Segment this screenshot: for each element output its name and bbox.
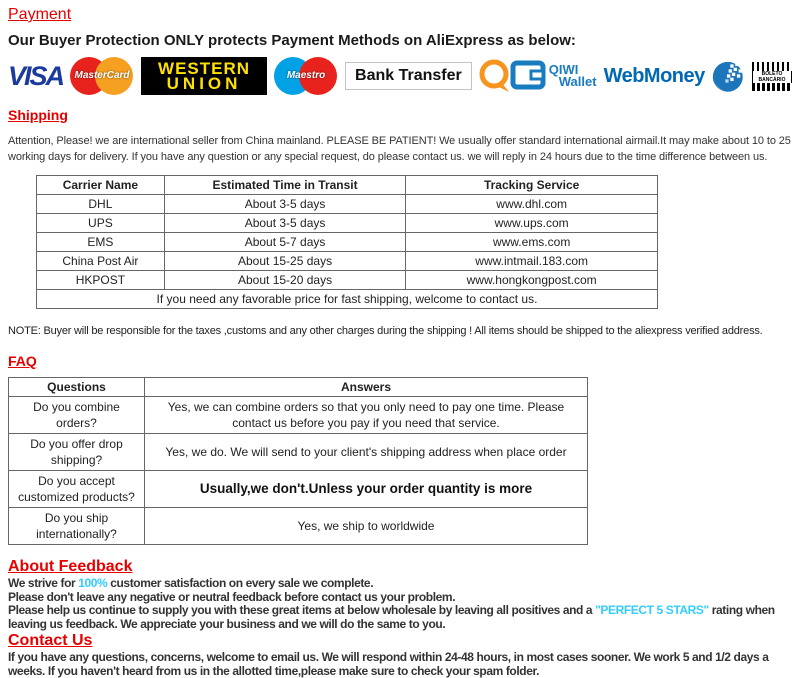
fast-shipping-note: If you need any favorable price for fast shipping, welcome to contact us.: [37, 290, 658, 309]
visa-icon: VISA: [8, 60, 64, 91]
contact-section: [8, 631, 792, 678]
tracking-url: www.ems.com: [406, 233, 658, 252]
customs-note: NOTE: Buyer will be responsible for the taxes ,customs and any other charges during the shipping ! All items should be shipped to the aliexpress verified address.: [8, 325, 763, 337]
mastercard-icon: MasterCard: [70, 56, 134, 96]
table-row: EMS About 5-7 days www.ems.com: [37, 233, 658, 252]
table-footer-row: [37, 290, 658, 309]
webmoney-globe-icon: [712, 56, 745, 96]
col-tracking-service: Tracking Service: [406, 176, 658, 195]
perfect-5-stars-highlight: "PERFECT 5 STARS": [595, 603, 709, 617]
boleto-bancario-icon: BOLETO BANCÁRIO: [752, 62, 792, 91]
col-answers: Answers: [145, 378, 588, 397]
faq-section: [8, 345, 792, 545]
table-row: HKPOST About 15-20 days www.hongkongpost.com: [37, 271, 658, 290]
feedback-line-3: Please help us continue to supply you with these great items at below wholesale by leaving all positives and a "PERFECT 5 STARS" rating when leaving us feedback. We appreciate your business and we will do the same to you.: [8, 603, 775, 631]
faq-header-row: [9, 378, 588, 397]
faq-heading: FAQ: [8, 353, 37, 369]
western-union-icon: WESTERN UNION: [141, 57, 267, 95]
col-questions: Questions: [9, 378, 145, 397]
table-row: UPS About 3-5 days www.ups.com: [37, 214, 658, 233]
buyer-protection-statement: Our Buyer Protection ONLY protects Payment Methods on AliExpress as below:: [8, 32, 576, 49]
table-row: DHL About 3-5 days www.dhl.com: [37, 195, 658, 214]
shipping-table: [36, 175, 658, 309]
col-carrier-name: Carrier Name: [37, 176, 165, 195]
payment-section: [8, 4, 792, 99]
faq-row: Do you ship internationally? Yes, we ship to worldwide: [9, 508, 588, 545]
tracking-url: www.dhl.com: [406, 195, 658, 214]
bank-transfer-icon: Bank Transfer: [345, 62, 472, 90]
contact-heading: Contact Us: [8, 632, 93, 649]
feedback-section: [8, 556, 792, 631]
maestro-icon: Maestro: [274, 56, 338, 96]
qiwi-logo-glyph: [479, 56, 547, 96]
table-row: China Post Air About 15-25 days www.intmail.183.com: [37, 252, 658, 271]
faq-table: [8, 377, 588, 545]
shipping-table-header-row: [37, 176, 658, 195]
tracking-url: www.ups.com: [406, 214, 658, 233]
feedback-heading: About Feedback: [8, 558, 133, 575]
tracking-url: www.intmail.183.com: [406, 252, 658, 271]
webmoney-icon: WebMoney: [603, 64, 705, 87]
shipping-section: [8, 103, 792, 337]
payment-methods-row: [8, 53, 792, 99]
faq-row: Do you combine orders? Yes, we can combine orders so that you only need to pay one time. Please contact us before you pay if you need that service.: [9, 397, 588, 434]
tracking-url: www.hongkongpost.com: [406, 271, 658, 290]
col-transit-time: Estimated Time in Transit: [164, 176, 406, 195]
faq-row: Do you offer drop shipping? Yes, we do. We will send to your client's shipping address when place order: [9, 434, 588, 471]
contact-body: If you have any questions, concerns, welcome to email us. We will respond within 24-48 hours, in most cases sooner. We work 5 and 1/2 days a weeks. If you haven't heard from us in the allotted time,please make sure to check your spam folder.: [8, 650, 769, 678]
qiwi-wallet-icon: QIWI Wallet: [479, 56, 597, 96]
faq-row: Do you accept customized products? Usually,we don't.Unless your order quantity is more: [9, 471, 588, 508]
payment-heading: Payment: [8, 6, 72, 23]
feedback-line-1: We strive for 100% customer satisfaction on every sale we complete.: [8, 576, 374, 590]
shipping-heading: Shipping: [8, 107, 68, 123]
feedback-line-2: Please don't leave any negative or neutral feedback before contact us your problem.: [8, 589, 456, 604]
shipping-notice: Attention, Please! we are international seller from China mainland. PLEASE BE PATIENT! We usually offer standard international airmail.It may make about 10 to 25 working days for delivery. If you have any question or any special request, do please contact us. we will reply in 24 hours due to the time difference between us.: [8, 135, 791, 163]
hundred-percent-highlight: 100%: [78, 576, 108, 590]
